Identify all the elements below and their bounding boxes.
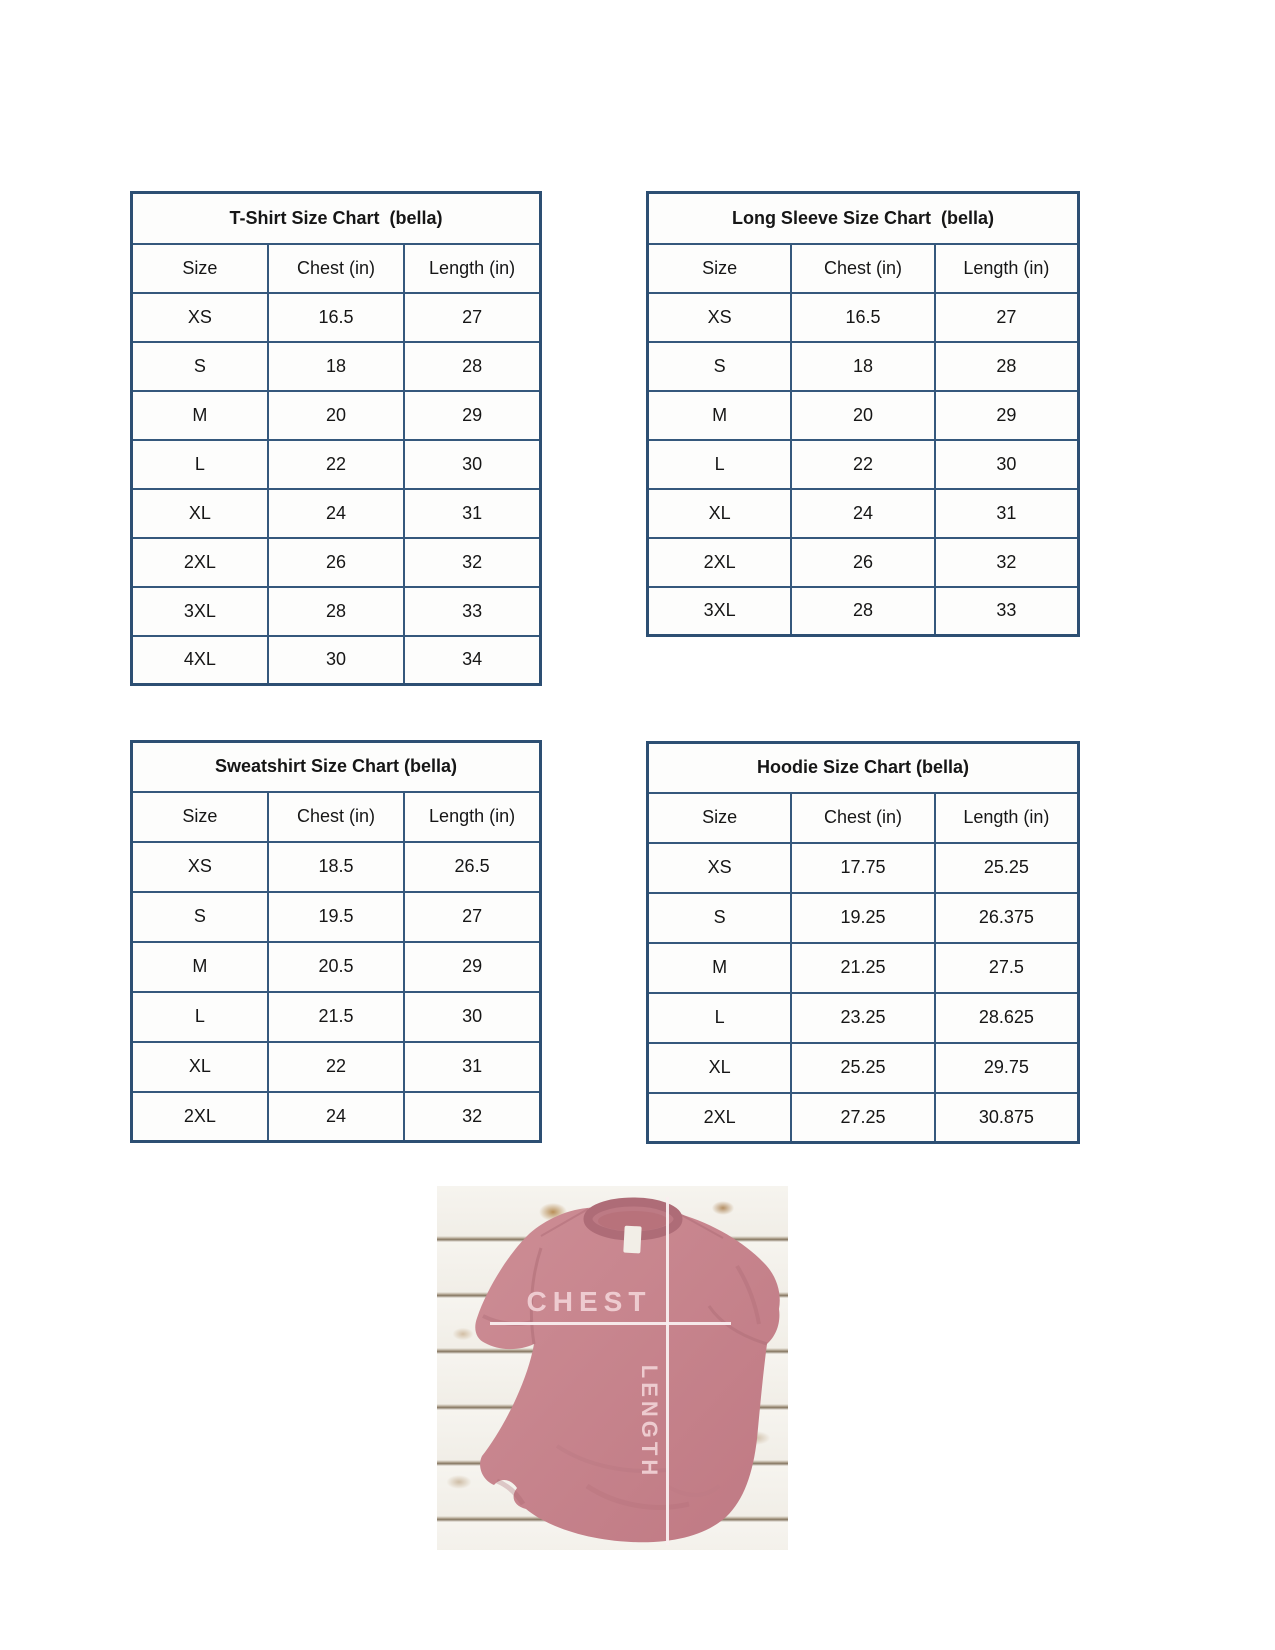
table-row xyxy=(132,1092,541,1142)
value-cell: 20 xyxy=(268,391,404,440)
table-row xyxy=(648,993,1079,1043)
column-header: Size xyxy=(132,792,268,842)
size-cell: M xyxy=(132,942,268,992)
size-cell: XS xyxy=(132,842,268,892)
value-cell: 18 xyxy=(268,342,404,391)
value-cell: 27.25 xyxy=(791,1093,935,1143)
value-cell: 21.25 xyxy=(791,943,935,993)
value-cell: 29 xyxy=(404,391,540,440)
tshirt-flatlay-illustration xyxy=(437,1186,788,1550)
table-row xyxy=(648,1093,1079,1143)
size-cell: XL xyxy=(648,1043,792,1093)
table-row xyxy=(648,538,1079,587)
value-cell: 26.5 xyxy=(404,842,540,892)
length-measure-line xyxy=(666,1197,669,1545)
value-cell: 23.25 xyxy=(791,993,935,1043)
value-cell: 29.75 xyxy=(935,1043,1079,1093)
value-cell: 22 xyxy=(268,1042,404,1092)
table-row xyxy=(132,489,541,538)
size-cell: M xyxy=(648,391,792,440)
column-header: Length (in) xyxy=(935,244,1079,293)
value-cell: 32 xyxy=(404,538,540,587)
length-label: LENGTH xyxy=(637,1364,662,1480)
size-cell: 2XL xyxy=(132,1092,268,1142)
value-cell: 28 xyxy=(404,342,540,391)
value-cell: 24 xyxy=(268,489,404,538)
value-cell: 17.75 xyxy=(791,843,935,893)
size-cell: 3XL xyxy=(648,587,792,636)
value-cell: 28 xyxy=(791,587,935,636)
size-cell: M xyxy=(648,943,792,993)
value-cell: 16.5 xyxy=(268,293,404,342)
header-row xyxy=(132,244,541,293)
value-cell: 25.25 xyxy=(935,843,1079,893)
size-table-long-sleeve xyxy=(646,191,1080,637)
table-row xyxy=(132,842,541,892)
value-cell: 22 xyxy=(268,440,404,489)
size-cell: S xyxy=(648,342,792,391)
table-row xyxy=(648,391,1079,440)
neck-tag xyxy=(623,1226,641,1254)
value-cell: 30 xyxy=(268,636,404,685)
table-title: Sweatshirt Size Chart (bella) xyxy=(132,742,541,792)
table-title: Long Sleeve Size Chart (bella) xyxy=(648,193,1079,244)
column-header: Length (in) xyxy=(935,793,1079,843)
chest-label: CHEST xyxy=(526,1286,652,1317)
value-cell: 30.875 xyxy=(935,1093,1079,1143)
table-title: Hoodie Size Chart (bella) xyxy=(648,743,1079,793)
column-header: Length (in) xyxy=(404,792,540,842)
column-header: Chest (in) xyxy=(268,792,404,842)
value-cell: 28 xyxy=(268,587,404,636)
header-row xyxy=(648,793,1079,843)
value-cell: 20 xyxy=(791,391,935,440)
table-row xyxy=(132,587,541,636)
size-cell: 2XL xyxy=(648,1093,792,1143)
value-cell: 29 xyxy=(935,391,1079,440)
table-row xyxy=(132,992,541,1042)
size-cell: XL xyxy=(132,489,268,538)
value-cell: 31 xyxy=(404,489,540,538)
column-header: Chest (in) xyxy=(791,244,935,293)
value-cell: 31 xyxy=(404,1042,540,1092)
value-cell: 18.5 xyxy=(268,842,404,892)
chest-measure-line xyxy=(490,1322,731,1325)
table-row xyxy=(648,1043,1079,1093)
size-cell: L xyxy=(648,993,792,1043)
value-cell: 16.5 xyxy=(791,293,935,342)
value-cell: 19.5 xyxy=(268,892,404,942)
table-row xyxy=(132,942,541,992)
size-cell: S xyxy=(132,892,268,942)
value-cell: 33 xyxy=(404,587,540,636)
table-row xyxy=(648,440,1079,489)
table-row xyxy=(132,342,541,391)
value-cell: 27.5 xyxy=(935,943,1079,993)
size-cell: XL xyxy=(648,489,792,538)
value-cell: 28 xyxy=(935,342,1079,391)
shirt-measurement-photo xyxy=(437,1186,788,1550)
value-cell: 30 xyxy=(935,440,1079,489)
table-row xyxy=(132,293,541,342)
value-cell: 27 xyxy=(404,892,540,942)
value-cell: 34 xyxy=(404,636,540,685)
size-cell: XL xyxy=(132,1042,268,1092)
value-cell: 21.5 xyxy=(268,992,404,1042)
size-table-hoodie xyxy=(646,741,1080,1144)
table-title: T-Shirt Size Chart (bella) xyxy=(132,193,541,244)
size-cell: 3XL xyxy=(132,587,268,636)
header-row xyxy=(132,792,541,842)
shirt-body xyxy=(475,1206,780,1542)
table-row xyxy=(648,893,1079,943)
value-cell: 26 xyxy=(268,538,404,587)
size-cell: L xyxy=(648,440,792,489)
value-cell: 18 xyxy=(791,342,935,391)
size-cell: S xyxy=(132,342,268,391)
column-header: Length (in) xyxy=(404,244,540,293)
column-header: Size xyxy=(648,793,792,843)
table-row xyxy=(132,440,541,489)
value-cell: 32 xyxy=(404,1092,540,1142)
size-cell: 4XL xyxy=(132,636,268,685)
table-row xyxy=(648,489,1079,538)
size-cell: XS xyxy=(648,843,792,893)
value-cell: 25.25 xyxy=(791,1043,935,1093)
value-cell: 32 xyxy=(935,538,1079,587)
value-cell: 19.25 xyxy=(791,893,935,943)
value-cell: 31 xyxy=(935,489,1079,538)
header-row xyxy=(648,244,1079,293)
value-cell: 20.5 xyxy=(268,942,404,992)
value-cell: 30 xyxy=(404,992,540,1042)
size-table-tshirt xyxy=(130,191,542,686)
value-cell: 28.625 xyxy=(935,993,1079,1043)
size-cell: L xyxy=(132,440,268,489)
size-cell: M xyxy=(132,391,268,440)
table-row xyxy=(648,587,1079,636)
column-header: Size xyxy=(648,244,792,293)
column-header: Size xyxy=(132,244,268,293)
column-header: Chest (in) xyxy=(791,793,935,843)
value-cell: 26.375 xyxy=(935,893,1079,943)
value-cell: 22 xyxy=(791,440,935,489)
table-row xyxy=(132,391,541,440)
value-cell: 27 xyxy=(935,293,1079,342)
size-cell: 2XL xyxy=(132,538,268,587)
table-row xyxy=(132,636,541,685)
column-header: Chest (in) xyxy=(268,244,404,293)
value-cell: 26 xyxy=(791,538,935,587)
table-row xyxy=(132,538,541,587)
table-row xyxy=(648,843,1079,893)
value-cell: 27 xyxy=(404,293,540,342)
size-cell: S xyxy=(648,893,792,943)
value-cell: 33 xyxy=(935,587,1079,636)
value-cell: 24 xyxy=(268,1092,404,1142)
value-cell: 30 xyxy=(404,440,540,489)
table-row xyxy=(648,943,1079,993)
table-row xyxy=(132,1042,541,1092)
table-row xyxy=(648,342,1079,391)
table-row xyxy=(132,892,541,942)
size-cell: L xyxy=(132,992,268,1042)
size-cell: XS xyxy=(648,293,792,342)
size-cell: XS xyxy=(132,293,268,342)
value-cell: 29 xyxy=(404,942,540,992)
size-table-sweatshirt xyxy=(130,740,542,1143)
table-row xyxy=(648,293,1079,342)
size-cell: 2XL xyxy=(648,538,792,587)
value-cell: 24 xyxy=(791,489,935,538)
